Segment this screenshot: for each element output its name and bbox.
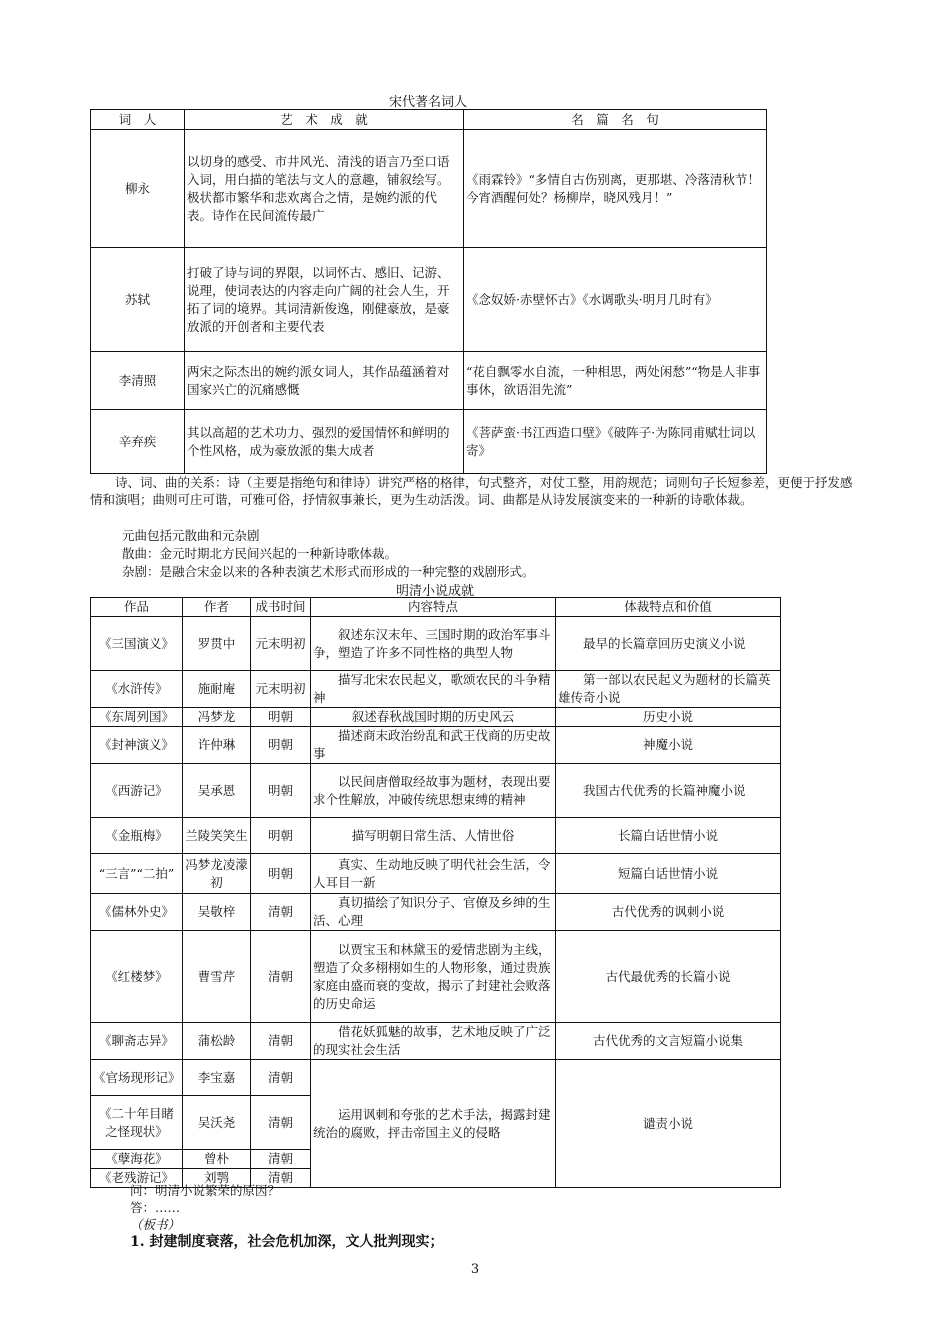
novel-genre: 神魔小说 [556,727,781,764]
header-achievement: 艺 术 成 就 [185,110,464,130]
novel-author: 吴沃尧 [183,1096,251,1150]
poet-works: 《念奴娇·赤壁怀古》《水调歌头·明月几时有》 [464,248,767,352]
mingqing-novel-table [90,597,781,1188]
novel-author: 罗贯中 [183,617,251,671]
novel-time: 清朝 [251,1096,311,1150]
poet-name: 李清照 [91,352,185,410]
novel-title: 《红楼梦》 [91,931,183,1023]
novel-author: 蒲松龄 [183,1023,251,1060]
novel-title: 《金瓶梅》 [91,818,183,854]
novel-content: 描写北宋农民起义，歌颂农民的斗争精神 [311,671,556,708]
novel-genre: 最早的长篇章回历史演义小说 [556,617,781,671]
novel-content: 以贾宝玉和林黛玉的爱情悲剧为主线，塑造了众多栩栩如生的人物形象，通过贵族家庭由盛而衰的变故，揭示了封建社会败落的历史命运 [311,931,556,1023]
table-row [91,931,781,1023]
novel-title: 《三国演义》 [91,617,183,671]
novel-content: 真实、生动地反映了明代社会生活，令人耳目一新 [311,854,556,894]
table-row [91,854,781,894]
novel-author: 许仲琳 [183,727,251,764]
novel-content: 叙述春秋战国时期的历史风云 [311,708,556,727]
table-row [91,410,767,474]
poet-works: 《雨霖铃》“多情自古伤别离，更那堪、冷落清秋节！今宵酒醒何处？杨柳岸，晓风残月！” [464,130,767,248]
poet-name: 辛弃疾 [91,410,185,474]
header-author: 作者 [183,598,251,617]
novel-content: 真切描绘了知识分子、官僚及乡绅的生活、心理 [311,894,556,931]
novel-time: 明朝 [251,727,311,764]
novel-content: 以民间唐僧取经故事为题材，表现出要求个性解放，冲破传统思想束缚的精神 [311,764,556,818]
novel-time: 明朝 [251,708,311,727]
table-row [91,671,781,708]
relation-paragraph: 诗、词、曲的关系：诗（主要是指绝句和律诗）讲究严格的格律，句式整齐，对仗工整，用韵规范；词则句子长短参差，更便于抒发感情和演唱；曲则可庄可谐，可雅可俗，抒情叙事兼长，更为生动活泼。词、曲都是从诗发展演变来的一种新的诗歌体裁。 [90,475,853,507]
header-time: 成书时间 [251,598,311,617]
novel-author: 冯梦龙 [183,708,251,727]
poet-works: “花自飘零水自流，一种相思，两处闲愁”“物是人非事事休，欲语泪先流” [464,352,767,410]
novel-time: 清朝 [251,1150,311,1169]
novel-genre: 古代优秀的文言短篇小说集 [556,1023,781,1060]
novel-genre: 短篇白话世情小说 [556,854,781,894]
header-works: 名 篇 名 句 [464,110,767,130]
poet-achievement: 其以高超的艺术功力、强烈的爱国情怀和鲜明的个性风格，成为豪放派的集大成者 [185,410,464,474]
novel-title: 《官场现形记》 [91,1060,183,1096]
novel-time: 清朝 [251,1023,311,1060]
novel-author: 曹雪芹 [183,931,251,1023]
novel-genre: 古代优秀的讽刺小说 [556,894,781,931]
table-row [91,248,767,352]
poet-achievement: 以切身的感受、市井风光、清浅的语言乃至口语入词，用白描的笔法与文人的意趣，铺叙绘写。极状都市繁华和悲欢离合之情，是婉约派的代表。诗作在民间流传最广 [185,130,464,248]
poet-name: 苏轼 [91,248,185,352]
novel-time: 清朝 [251,931,311,1023]
novel-time: 明朝 [251,854,311,894]
table-row [91,130,767,248]
header-work: 作品 [91,598,183,617]
novel-genre: 历史小说 [556,708,781,727]
novel-title: 《东周列国》 [91,708,183,727]
novel-time: 清朝 [251,1060,311,1096]
novel-content: 描述商末政治纷乱和武王伐商的历史故事 [311,727,556,764]
point-one: 1. 封建制度衰落，社会危机加深，文人批判现实； [130,1234,444,1250]
novel-title: 《孽海花》 [91,1150,183,1169]
poet-name: 柳永 [91,130,185,248]
novel-time: 元末明初 [251,617,311,671]
mingqing-table-title: 明清小说成就 [395,584,474,599]
zaju-line: 杂剧：是融合宋金以来的各种表演艺术形式而形成的一种完整的戏剧形式。 [122,564,535,579]
header-genre: 体裁特点和价值 [556,598,781,617]
header-content: 内容特点 [311,598,556,617]
novel-title: 《老残游记》 [91,1169,183,1188]
song-ci-table [90,109,767,474]
header-poet: 词 人 [91,110,185,130]
song-table-title: 宋代著名词人 [388,95,467,110]
table-row [91,352,767,410]
novel-time: 清朝 [251,1169,311,1188]
novel-title: “三言”“二拍” [91,854,183,894]
yuanqu-line: 元曲包括元散曲和元杂剧 [122,528,260,543]
novel-time: 明朝 [251,818,311,854]
novel-time: 清朝 [251,894,311,931]
novel-time: 明朝 [251,764,311,818]
novel-title: 《水浒传》 [91,671,183,708]
novel-genre: 古代最优秀的长篇小说 [556,931,781,1023]
poet-achievement: 打破了诗与词的界限，以词怀古、感旧、记游、说理，使词表达的内容走向广阔的社会人生，开拓了词的境界。其词清新俊逸，刚健豪放，是豪放派的开创者和主要代表 [185,248,464,352]
novel-title: 《聊斋志异》 [91,1023,183,1060]
novel-author: 曾朴 [183,1150,251,1169]
novel-genre: 我国古代优秀的长篇神魔小说 [556,764,781,818]
novel-content: 借花妖狐魅的故事，艺术地反映了广泛的现实社会生活 [311,1023,556,1060]
novel-title: 《封神演义》 [91,727,183,764]
novel-time: 元末明初 [251,671,311,708]
poet-achievement: 两宋之际杰出的婉约派女词人，其作品蕴涵着对国家兴亡的沉痛感慨 [185,352,464,410]
novel-genre-merged: 谴责小说 [556,1060,781,1188]
table-row [91,818,781,854]
novel-content: 叙述东汉末年、三国时期的政治军事斗争，塑造了许多不同性格的典型人物 [311,617,556,671]
table-row [91,764,781,818]
poet-works: 《菩萨蛮·书江西造口壁》《破阵子·为陈同甫赋壮词以寄》 [464,410,767,474]
novel-content: 描写明朝日常生活、人情世俗 [311,818,556,854]
table-row [91,1060,781,1096]
question-line: 问：明清小说繁荣的原因？ [130,1183,281,1198]
table-row [91,1023,781,1060]
novel-author: 冯梦龙凌濛初 [183,854,251,894]
novel-author: 吴承恩 [183,764,251,818]
page-number: 3 [470,1262,480,1277]
table-row [91,617,781,671]
board-note: （板书） [130,1217,181,1232]
novel-author: 刘鹗 [183,1169,251,1188]
table-row [91,708,781,727]
novel-author: 施耐庵 [183,671,251,708]
sanqu-line: 散曲：金元时期北方民间兴起的一种新诗歌体裁。 [122,546,398,561]
answer-line: 答：…… [130,1200,181,1215]
novel-author: 吴敬梓 [183,894,251,931]
novel-title: 《儒林外史》 [91,894,183,931]
novel-author: 李宝嘉 [183,1060,251,1096]
novel-genre: 长篇白话世情小说 [556,818,781,854]
novel-author: 兰陵笑笑生 [183,818,251,854]
novel-title: 《西游记》 [91,764,183,818]
table-row [91,894,781,931]
novel-genre: 第一部以农民起义为题材的长篇英雄传奇小说 [556,671,781,708]
table-row [91,727,781,764]
novel-content-merged: 运用讽刺和夸张的艺术手法，揭露封建统治的腐败，抨击帝国主义的侵略 [311,1060,556,1188]
novel-title: 《二十年目睹之怪现状》 [91,1096,183,1150]
